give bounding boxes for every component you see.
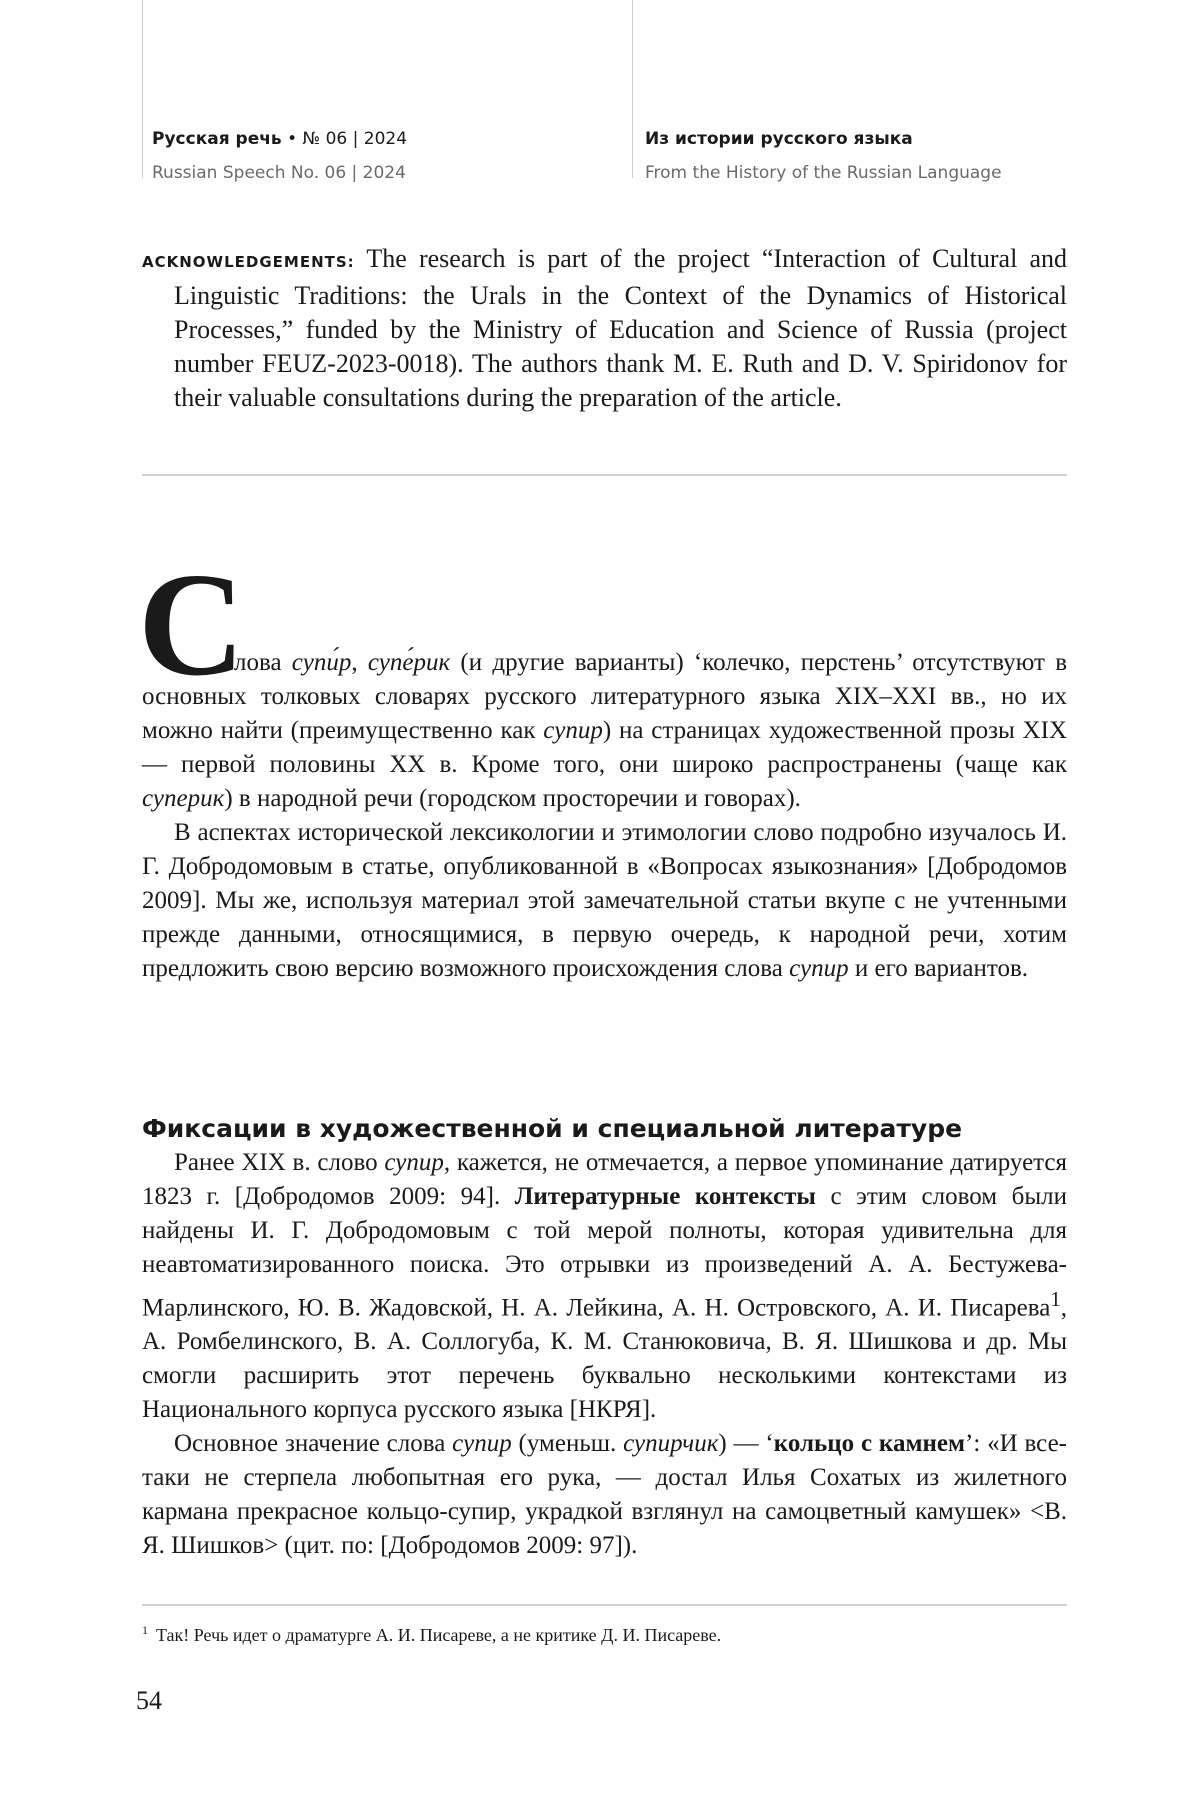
footnote-divider — [142, 1604, 1067, 1606]
ack-divider — [142, 474, 1067, 476]
intro-text — [142, 646, 1067, 986]
section-title-en: From the History of the Russian Language — [645, 163, 1002, 183]
intro-paragraph-2: В аспектах исторической лексикологии и этимологии слово подробно изучалось И. Г. Добродомовым в статье, опубликованной в «Вопросах языкознания» [Добродомов 2009]. Мы же, используя материал этой замечательной статьи вкупе с не учтенными прежде данными, относящимися, в первую очередь, к народной речи, хотим предложить свою версию возможного происхождения слова супир и его вариантов. — [142, 819, 1067, 982]
footnote — [142, 1617, 721, 1648]
section-text — [142, 1146, 1067, 1563]
journal-header: Русская речь • № 06 | 2024 Russian Speech No. 06 | 2024 — [152, 122, 407, 190]
footnote-number: 1 — [142, 1623, 148, 1637]
drop-cap: С — [138, 543, 245, 707]
header-divider-middle — [632, 0, 633, 178]
journal-title: Русская речь — [152, 129, 282, 149]
acknowledgements-text: The research is part of the project “Interaction of Cultural and Linguistic Traditions: the Urals in the Context of the Dynamics of Historical Processes,” funded by the Ministry of Education and Science of Russia (project number FEUZ-2023-0018). The authors thank M. E. Ruth and D. V. Spiridonov for their valuable consultations during the preparation of the article. — [174, 244, 1067, 412]
acknowledgements-label: ACKNOWLEDGEMENTS: — [142, 253, 355, 271]
intro-paragraph-1: лова супи́р, супе́рик (и другие варианты) ‘колечко, перстень’ отсутствуют в основных толковых словарях русского литературного языка XIX–XXI вв., но их можно найти (преимущественно как супир) на страницах художественной прозы XIX — первой половины XX в. Кроме того, они широко распространены (чаще как суперик) в народной речи (городском просторечии и говорах). — [142, 649, 1067, 812]
section-paragraph-2: Основное значение слова супир (уменьш. супирчик) — ‘кольцо с камнем’: «И все-таки не стерпела любопытная его рука, — достал Илья Сохатых из жилетного кармана прекрасное кольцо-супир, украдкой взглянул на самоцветный камушек» <В. Я. Шишков> (цит. по: [Добродомов 2009: 97]). — [142, 1430, 1068, 1560]
section-paragraph-1: Ранее XIX в. слово супир, кажется, не отмечается, а первое упоминание датируется 1823 г. [Добродомов 2009: 94]. Литературные контексты с этим словом были найдены И. Г. Добродомовым с той мерой полноты, которая удивительна для неавтоматизированного поиска. Это отрывки из произведений А. А. Бестужева-Марлинского, Ю. В. Жадовской, Н. А. Лейкина, А. Н. Островского, А. И. Писарева$^1$, А. Ромбелинского, В. А. Соллогуба, К. М. Станюковича, В. Я. Шишкова и др. Мы смогли расширить этот перечень буквально несколькими контекстами из Национального корпуса русского языка [НКРЯ]. — [142, 1149, 1067, 1424]
page-number: 54 — [136, 1686, 162, 1715]
acknowledgements — [142, 242, 1067, 415]
journal-title-en: Russian Speech No. 06 | 2024 — [152, 163, 406, 183]
header-divider-left — [142, 0, 143, 178]
section-title: Из истории русского языка — [645, 129, 913, 149]
footnote-ref[interactable]: 1 — [1050, 1287, 1061, 1311]
section-heading: Фиксации в художественной и специальной литературе — [142, 1114, 963, 1143]
journal-issue: № 06 | 2024 — [302, 129, 408, 149]
section-header — [645, 122, 1002, 190]
footnote-text: Так! Речь идет о драматурге А. И. Писареве, а не критике Д. И. Писареве. — [156, 1625, 722, 1645]
